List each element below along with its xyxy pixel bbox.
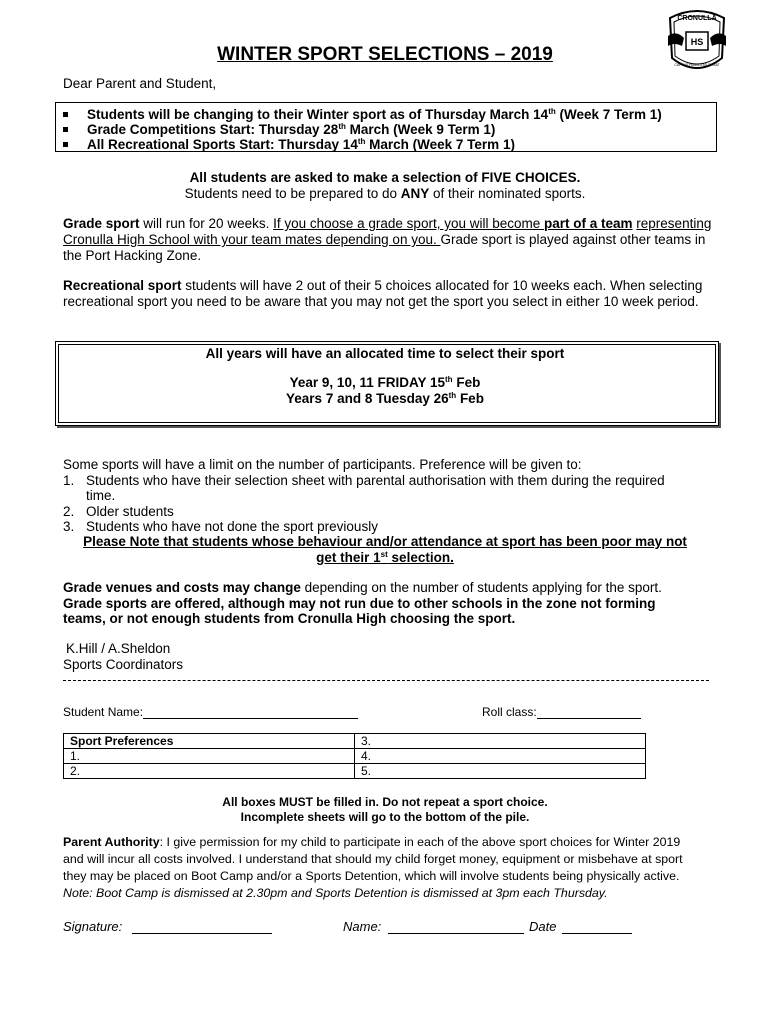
signature-field[interactable]: Signature: [63,919,272,934]
behaviour-note-line2: get their 1st selection. [316,550,454,565]
sport-preferences-table [63,733,646,779]
table-row [64,734,646,749]
incomplete-rule: Incomplete sheets will go to the bottom of the pile. [240,810,530,824]
five-choices-subtext: Students need to be prepared to do ANY of their nominated sports. [184,186,586,201]
logo-top-text: CRONULLA [677,15,717,22]
recreational-sport-paragraph: Recreational sport students will have 2 out of their 5 choices allocated for 10 weeks each. When selecting recreational sport you need to be aware that you may not get the sport you select in either 10 week period. [63,278,703,309]
preference-2-cell[interactable]: 2. [64,764,355,779]
logo-center-text: HS [690,37,704,47]
signoff [63,641,184,673]
roll-class-field[interactable]: Roll class: [482,705,641,719]
preference-3-cell[interactable]: 3. [355,734,646,749]
table-row [64,764,646,779]
senior-selection-date: Year 9, 10, 11 FRIDAY 15th Feb [289,375,481,390]
parent-name-field[interactable]: Name: [343,919,524,934]
list-item: 2. Older students [63,503,174,519]
boxes-rule: All boxes MUST be filled in. Do not repeat a sport choice. [222,795,548,809]
grade-sport-paragraph: Grade sport will run for 20 weeks. If you choose a grade sport, you will become part of a team representing Cronulla High School with your team mates depending on you. Grade sport is played against other teams in the Port Hacking Zone. [63,216,712,263]
student-name-field[interactable]: Student Name: [63,705,358,719]
preferences-header: Sport Preferences [64,734,355,749]
participant-limits [63,457,713,535]
list-item: time. [86,488,116,503]
preference-4-cell[interactable]: 4. [355,749,646,764]
coordinator-role: Sports Coordinators [63,657,184,672]
behaviour-note-line1: Please Note that students whose behaviour and/or attendance at sport has been poor may not [83,534,687,549]
junior-selection-date: Years 7 and 8 Tuesday 26th Feb [286,391,484,406]
venues-paragraph: Grade venues and costs may change depending on the number of students applying for the sport. Grade sports are offered, although may not run due to other schools in the zone not forming teams, or not enough students from Cronulla High choosing the sport. [63,580,662,626]
selection-times-heading: All years will have an allocated time to select their sport [205,346,565,361]
table-row [64,749,646,764]
date-field[interactable]: Date [529,919,632,934]
tear-line [63,680,709,681]
limits-intro: Some sports will have a limit on the number of participants. Preference will be given to: [63,457,582,472]
page-title: WINTER SPORT SELECTIONS – 2019 [217,44,553,65]
coordinator-names: K.Hill / A.Sheldon [66,641,171,656]
preference-5-cell[interactable]: 5. [355,764,646,779]
parent-authority: Parent Authority: I give permission for my child to participate in each of the above sport choices for Winter 2019 and will incur all costs involved. I understand that should my child forget money, equipment or misbehave at sport they may be placed on Boot Camp and/or a Sports Detention, which will involve students being physically active. Note: Boot Camp is dismissed at 2.30pm and Sports Detention is dismissed at 3pm each Thursday. [63,835,683,900]
logo-motto: CAPTUS HUMILITAS ORNAT [674,63,720,67]
preference-1-cell[interactable]: 1. [64,749,355,764]
greeting: Dear Parent and Student, [63,76,217,91]
five-choices-heading: All students are asked to make a selection of FIVE CHOICES. [189,170,581,185]
list-item: 3. Students who have not done the sport previously [63,519,378,534]
list-item: 1. Students who have their selection sheet with parental authorisation with them during the required [63,472,665,488]
